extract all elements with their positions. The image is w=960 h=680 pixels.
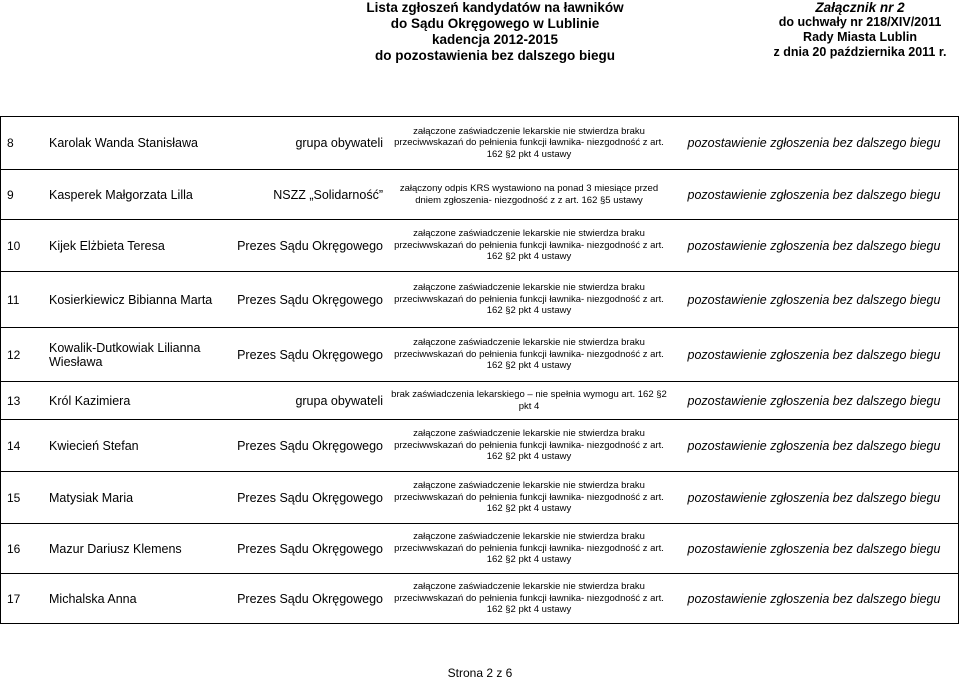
decision-text <box>669 472 959 523</box>
candidate-name <box>49 328 239 381</box>
submitting-entity-text: Prezes Sądu Okręgowego <box>237 438 383 453</box>
submitting-entity <box>237 220 383 271</box>
row-number <box>7 524 37 573</box>
candidate-name <box>49 272 239 327</box>
candidate-name-text: Mazur Dariusz Klemens <box>49 541 182 556</box>
rejection-reason <box>389 272 669 327</box>
row-number-text: 17 <box>7 591 21 606</box>
candidate-name <box>49 382 239 419</box>
decision-text-text: pozostawienie zgłoszenia bez dalszego biegu <box>687 292 941 307</box>
attachment-line-1: Załącznik nr 2 <box>815 0 905 15</box>
table-row <box>0 420 959 472</box>
title-line-1: Lista zgłoszeń kandydatów na ławników <box>366 0 624 15</box>
submitting-entity <box>237 117 383 169</box>
decision-text <box>669 220 959 271</box>
submitting-entity-text: Prezes Sądu Okręgowego <box>237 541 383 556</box>
rejection-reason <box>389 420 669 471</box>
table-row <box>0 220 959 272</box>
row-number <box>7 170 37 219</box>
table-row <box>0 170 959 220</box>
decision-text <box>669 524 959 573</box>
rejection-reason-text: załączone zaświadczenie lekarskie nie stwierdza braku przeciwwskazań do pełnienia funkcji ławnika- niezgodność z art. 162 §2 pkt 4 ustawy <box>394 531 664 566</box>
candidate-name <box>49 117 239 169</box>
row-number-text: 10 <box>7 238 21 253</box>
decision-text <box>669 117 959 169</box>
rejection-reason-text: brak zaświadczenia lekarskiego – nie spełnia wymogu art. 162 §2 pkt 4 <box>391 389 667 412</box>
candidate-name-text: Karolak Wanda Stanisława <box>49 136 198 150</box>
row-number <box>7 220 37 271</box>
attachment-line-4: z dnia 20 października 2011 r. <box>773 45 947 59</box>
row-number <box>7 472 37 523</box>
candidate-name <box>49 574 239 623</box>
submitting-entity-text: grupa obywateli <box>295 393 383 408</box>
rejection-reason <box>389 574 669 623</box>
table-row <box>0 472 959 524</box>
candidate-name <box>49 420 239 471</box>
submitting-entity-text: Prezes Sądu Okręgowego <box>237 490 383 505</box>
rejection-reason <box>389 117 669 169</box>
rejection-reason <box>389 472 669 523</box>
table-row <box>0 524 959 574</box>
rejection-reason-text: załączone zaświadczenie lekarskie nie stwierdza braku przeciwwskazań do pełnienia funkcji ławnika- niezgodność z art. 162 §2 pkt 4 ustawy <box>394 480 664 515</box>
decision-text-text: pozostawienie zgłoszenia bez dalszego biegu <box>687 541 941 556</box>
attachment-reference <box>760 0 960 60</box>
submitting-entity <box>237 328 383 381</box>
candidate-name-text: Michalska Anna <box>49 591 137 606</box>
rejection-reason <box>389 524 669 573</box>
row-number <box>7 420 37 471</box>
candidate-name-text: Kowalik-Dutkowiak Lilianna Wiesława <box>49 340 201 369</box>
decision-text <box>669 272 959 327</box>
candidate-name-text: Kasperek Małgorzata Lilla <box>49 187 193 202</box>
submitting-entity-text: Prezes Sądu Okręgowego <box>237 591 383 606</box>
candidate-name <box>49 170 239 219</box>
decision-text-text: pozostawienie zgłoszenia bez dalszego biegu <box>687 591 941 606</box>
row-number-text: 9 <box>7 187 14 202</box>
row-number-text: 15 <box>7 490 21 505</box>
rejection-reason <box>389 170 669 219</box>
attachment-line-2: do uchwały nr 218/XIV/2011 <box>778 15 942 29</box>
row-number-text: 12 <box>7 347 21 362</box>
title-line-2: do Sądu Okręgowego w Lublinie <box>390 16 600 31</box>
rejection-reason-text: załączony odpis KRS wystawiono na ponad 3 miesiące przed dniem zgłoszenia- niezgodność z z art. 162 §5 ustawy <box>399 183 659 206</box>
submitting-entity <box>237 524 383 573</box>
table-row <box>0 382 959 420</box>
rejection-reason <box>389 328 669 381</box>
rejection-reason-text: załączone zaświadczenie lekarskie nie stwierdza braku przeciwwskazań do pełnienia funkcji ławnika- niezgodność z art. 162 §2 pkt 4 ustawy <box>394 337 664 372</box>
submitting-entity <box>237 272 383 327</box>
row-number <box>7 117 37 169</box>
decision-text-text: pozostawienie zgłoszenia bez dalszego biegu <box>687 238 941 253</box>
candidate-name <box>49 472 239 523</box>
candidate-name <box>49 524 239 573</box>
candidate-name-text: Kijek Elżbieta Teresa <box>49 238 165 253</box>
decision-text-text: pozostawienie zgłoszenia bez dalszego biegu <box>687 393 941 408</box>
rejection-reason-text: załączone zaświadczenie lekarskie nie stwierdza braku przeciwwskazań do pełnienia funkcji ławnika- niezgodność z art. 162 §2 pkt 4 ustawy <box>394 125 664 160</box>
submitting-entity-text: Prezes Sądu Okręgowego <box>237 292 383 307</box>
row-number <box>7 382 37 419</box>
submitting-entity-text: NSZZ „Solidarność” <box>273 187 383 202</box>
attachment-line-3: Rady Miasta Lublin <box>803 30 917 44</box>
row-number-text: 11 <box>7 292 20 307</box>
row-number <box>7 272 37 327</box>
decision-text-text: pozostawienie zgłoszenia bez dalszego biegu <box>687 490 941 505</box>
decision-text-text: pozostawienie zgłoszenia bez dalszego biegu <box>687 347 941 362</box>
submitting-entity-text: Prezes Sądu Okręgowego <box>237 238 383 253</box>
rejection-reason-text: załączone zaświadczenie lekarskie nie stwierdza braku przeciwwskazań do pełnienia funkcji ławnika- niezgodność z art. 162 §2 pkt 4 ustawy <box>394 581 664 616</box>
row-number <box>7 328 37 381</box>
decision-text-text: pozostawienie zgłoszenia bez dalszego biegu <box>687 136 941 150</box>
rejection-reason <box>389 220 669 271</box>
decision-text-text: pozostawienie zgłoszenia bez dalszego biegu <box>687 187 941 202</box>
rejection-reason-text: załączone zaświadczenie lekarskie nie stwierdza braku przeciwwskazań do pełnienia funkcji ławnika- niezgodność z art. 162 §2 pkt 4 ustawy <box>394 428 664 463</box>
submitting-entity <box>237 420 383 471</box>
title-line-3: kadencja 2012-2015 <box>431 32 559 47</box>
document-title <box>330 0 660 64</box>
rejection-reason-text: załączone zaświadczenie lekarskie nie stwierdza braku przeciwwskazań do pełnienia funkcji ławnika- niezgodność z art. 162 §2 pkt 4 ustawy <box>394 282 664 317</box>
decision-text <box>669 420 959 471</box>
candidate-name-text: Kosierkiewicz Bibianna Marta <box>49 292 213 307</box>
row-number-text: 13 <box>7 393 21 408</box>
submitting-entity <box>237 382 383 419</box>
decision-text <box>669 574 959 623</box>
title-line-4: do pozostawienia bez dalszego biegu <box>374 48 616 63</box>
rejection-reason-text: załączone zaświadczenie lekarskie nie stwierdza braku przeciwwskazań do pełnienia funkcji ławnika- niezgodność z art. 162 §2 pkt 4 ustawy <box>394 228 664 263</box>
decision-text <box>669 170 959 219</box>
candidate-name-text: Król Kazimiera <box>49 393 131 408</box>
table-row <box>0 116 959 170</box>
rejection-reason <box>389 382 669 419</box>
submitting-entity-text: grupa obywateli <box>295 136 383 150</box>
candidate-name-text: Kwiecień Stefan <box>49 438 139 453</box>
decision-text <box>669 328 959 381</box>
decision-text-text: pozostawienie zgłoszenia bez dalszego biegu <box>687 438 941 453</box>
submitting-entity <box>237 472 383 523</box>
submitting-entity-text: Prezes Sądu Okręgowego <box>237 347 383 362</box>
row-number-text: 16 <box>7 541 21 556</box>
candidate-name-text: Matysiak Maria <box>49 490 134 505</box>
row-number-text: 8 <box>7 136 14 150</box>
table-row <box>0 574 959 624</box>
row-number <box>7 574 37 623</box>
submitting-entity <box>237 574 383 623</box>
candidate-name <box>49 220 239 271</box>
table-row <box>0 272 959 328</box>
row-number-text: 14 <box>7 438 21 453</box>
table-row <box>0 328 959 382</box>
decision-text <box>669 382 959 419</box>
page-number: Strona 2 z 6 <box>447 666 513 680</box>
submitting-entity <box>237 170 383 219</box>
